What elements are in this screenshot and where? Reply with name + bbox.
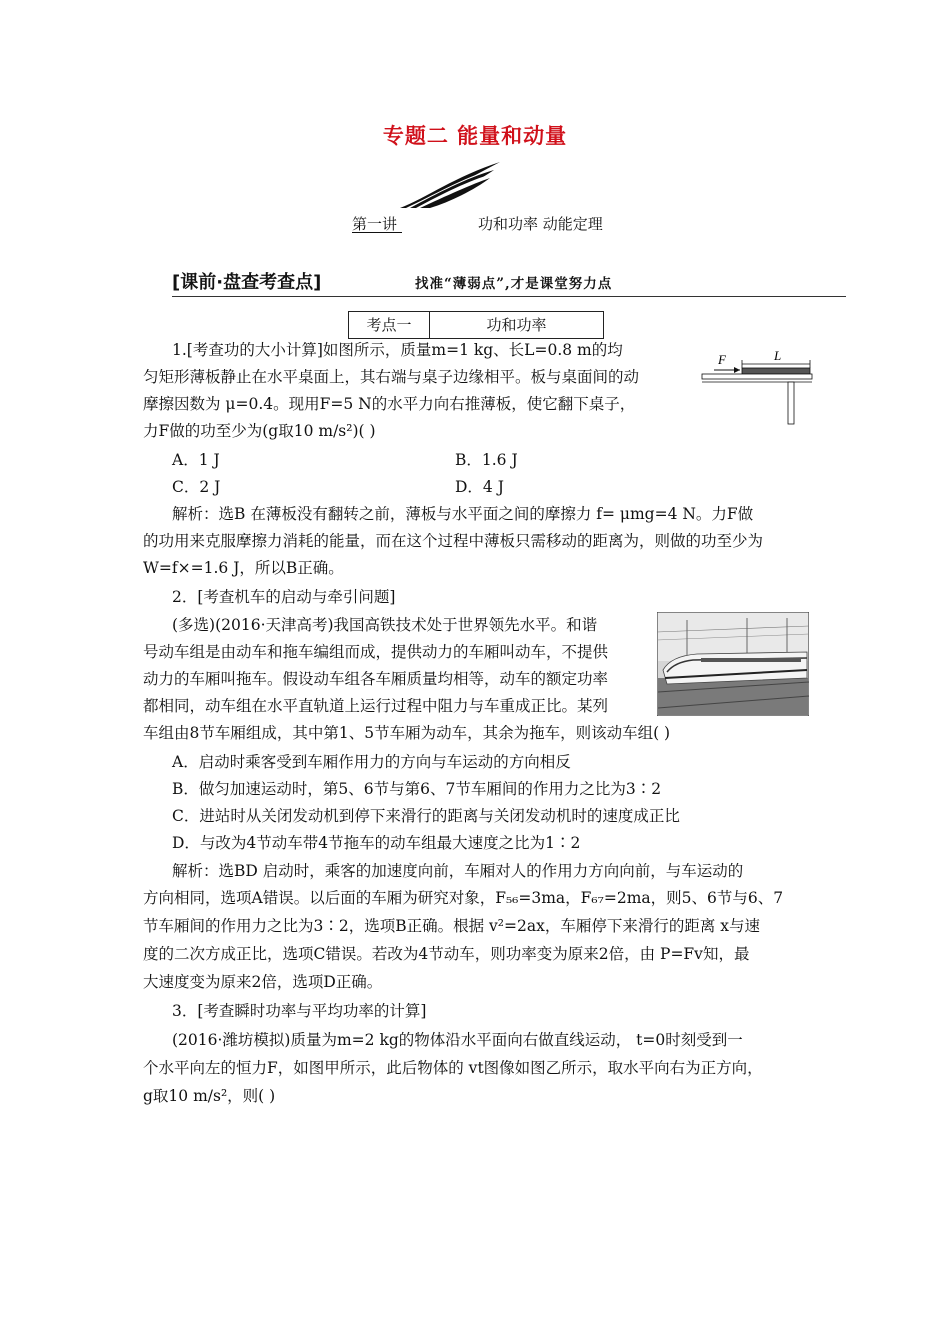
q2-line-4: 都相同，动车组在水平直轨道上运行过程中阻力与车重成正比。某列 [143,697,609,715]
q2-line-1: (多选)(2016·天津高考)我国高铁技术处于世界领先水平。和谐 [172,616,598,634]
q2-analysis-3: 节车厢间的作用力之比为3∶2，选项B正确。根据 v²=2ax，车厢停下来滑行的距离 x与速 [143,917,761,935]
q3-line-3: g取10 m/s²，则( ) [143,1087,276,1105]
figure-label-length: L [774,348,782,363]
q1-line-3: 摩擦因数为 μ=0.4。现用F=5 N的水平力向右推薄板，使它翻下桌子， [143,395,636,413]
q2-option-b: B．做匀加速运动时，第5、6节与第6、7节车厢间的作用力之比为3∶2 [172,780,662,798]
q2-analysis-2: 方向相同，选项A错误。以后面的车厢为研究对象，F₅₆=3ma，F₆₇=2ma，则5、6节与6、7 [143,889,784,907]
q2-analysis-1: 解析：选BD 启动时，乘客的加速度向前，车厢对人的作用力方向向前，与车运动的 [172,862,744,880]
q1-line-1: 1.[考查功的大小计算]如图所示，质量m=1 kg、长L=0.8 m的均 [172,341,623,359]
keypoint-topic: 功和功率 [486,316,547,334]
q2-option-c: C．进站时从关闭发动机到停下来滑行的距离与关闭发动机时的速度成正比 [172,807,680,825]
q1-option-a: A．1 J [172,451,220,469]
q1-option-b: B．1.6 J [455,451,518,469]
q2-option-a: A．启动时乘客受到车厢作用力的方向与车运动的方向相反 [172,753,571,771]
q3-line-2: 个水平向左的恒力F，如图甲所示，此后物体的 vt图像如图乙所示，取水平向右为正方向， [143,1059,763,1077]
q2-analysis-5: 大速度变为原来2倍，选项D正确。 [143,973,383,991]
q3-heading: 3．[考查瞬时功率与平均功率的计算] [172,1002,427,1020]
page-title: 专题二 能量和动量 [382,124,568,148]
lecture-topic: 功和功率 动能定理 [478,215,603,233]
q1-line-2: 匀矩形薄板静止在水平桌面上，其右端与桌子边缘相平。板与桌面间的动 [143,368,640,386]
keypoint-label: 考点一 [349,312,430,338]
keypoint-box [348,311,604,339]
q1-analysis-1: 解析：选B 在薄板没有翻转之前，薄板与水平面之间的摩擦力 f= μmg=4 N。力F做 [172,505,754,523]
q1-option-c: C．2 J [172,478,221,496]
q1-option-d: D．4 J [455,478,504,496]
q2-option-d: D．与改为4节动车带4节拖车的动车组最大速度之比为1∶2 [172,834,581,852]
q1-analysis-3: W=f×=1.6 J，所以B正确。 [143,559,344,577]
lecture-number: 第一讲 [352,215,398,233]
figure-label-force: F [718,352,726,367]
section-motto: 找准“薄弱点”,才是课堂努力点 [415,276,613,292]
q2-analysis-4: 度的二次方成正比，选项C错误。若改为4节动车，则功率变为原来2倍，由 P=Fv知，最 [143,945,750,963]
section-label: [课前·盘查考查点] [172,272,322,293]
lecture-underline [352,232,402,233]
q3-line-1: (2016·潍坊模拟)质量为m=2 kg的物体沿水平面向右做直线运动， t=0时刻受到一 [172,1031,743,1049]
q2-line-5: 车组由8节车厢组成，其中第1、5节车厢为动车，其余为拖车，则该动车组( ) [143,724,671,742]
section-header [172,268,846,297]
q2-heading: 2．[考查机车的启动与牵引问题] [172,588,396,606]
train-photo [657,612,809,716]
q1-analysis-2: 的功用来克服摩擦力消耗的能量，而在这个过程中薄板只需移动的距离为，则做的功至少为 [143,532,764,550]
q1-line-4: 力F做的功至少为(g取10 m/s²)( ) [143,422,376,440]
q2-line-3: 动力的车厢叫拖车。假设动车组各车厢质量均相等，动车的额定功率 [143,670,609,688]
swoosh-graphic [396,158,506,210]
q2-line-2: 号动车组是由动车和拖车编组而成，提供动力的车厢叫动车，不提供 [143,643,609,661]
q1-figure [700,346,820,426]
